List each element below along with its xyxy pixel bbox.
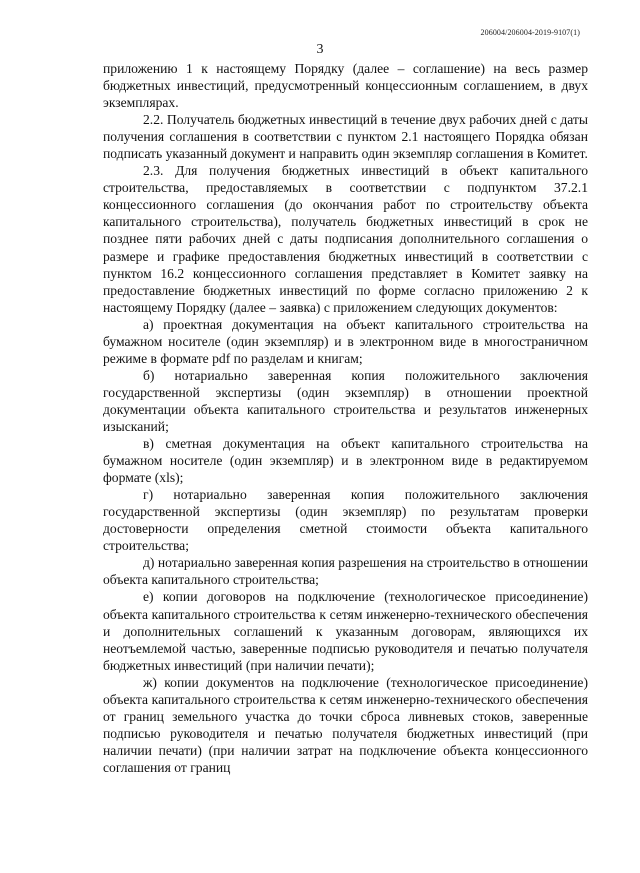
list-item-b: б) нотариально заверенная копия положительного заключения государственной экспертизы (один экземпляр) в отношении проектной документации объекта капитального строительства и результатов инженерных изысканий; (103, 367, 588, 434)
list-item-v: в) сметная документация на объект капитального строительства на бумажном носителе (один экземпляр) и в электронном виде в редактируемом формате (xls); (103, 436, 588, 486)
paragraph-continuation: приложению 1 к настоящему Порядку (далее – соглашение) на весь размер бюджетных инвестиций, предусмотренный концессионным соглашением, в двух экземплярах. (103, 61, 588, 111)
list-item-zh: ж) копии документов на подключение (технологическое присоединение) объекта капитального строительства к сетям инженерно-технического обеспечения от границ земельного участка до точки сброса ливневых стоков, заверенные подписью руководителя и печатью получателя бюджетных инвестиций (при наличии печати) (при наличии затрат на подключение объекта концессионного соглашения от границ (103, 674, 588, 775)
list-item-d: д) нотариально заверенная копия разрешения на строительство в отношении объекта капитального строительства; (103, 555, 588, 588)
list-item-a: а) проектная документация на объект капитального строительства на бумажном носителе (один экземпляр) и в электронном виде в многостраничном режиме в формате pdf по разделам и книгам; (103, 316, 588, 366)
list-item-g: г) нотариально заверенная копия положительного заключения государственной экспертизы (один экземпляр) по результатам проверки достоверности определения сметной стоимости объекта капитального строительства; (103, 487, 588, 554)
paragraph-2-3: 2.3. Для получения бюджетных инвестиций в объект капитального строительства, предоставляемых в соответствии с подпунктом 37.2.1 концессионного соглашения (до окончания работ по строительству объекта капитального строительства), получатель бюджетных инвестиций в срок не позднее пяти рабочих дней с даты подписания дополнительного соглашения о размере и графике предоставления бюджетных инвестиций в соответствии с пунктом 16.2 концессионного соглашения представляет в Комитет заявку на предоставление бюджетных инвестиций по форме согласно приложению 2 к настоящему Порядку (далее – заявка) с приложением следующих документов: (103, 163, 588, 315)
list-item-e: е) копии договоров на подключение (технологическое присоединение) объекта капитального строительства к сетям инженерно-технического обеспечения и дополнительных соглашений к указанным договорам, являющихся их неотъемлемой частью, заверенные подписью руководителя и печатью получателя бюджетных инвестиций (при наличии печати); (103, 589, 588, 673)
document-id: 206004/206004-2019-9107(1) (480, 28, 580, 37)
paragraph-2-2: 2.2. Получатель бюджетных инвестиций в течение двух рабочих дней с даты получения соглашения в соответствии с пунктом 2.1 настоящего Порядка обязан подписать указанный документ и направить один экземпляр соглашения в Комитет. (103, 112, 588, 162)
page-number: 3 (316, 42, 324, 57)
document-body (103, 60, 588, 776)
